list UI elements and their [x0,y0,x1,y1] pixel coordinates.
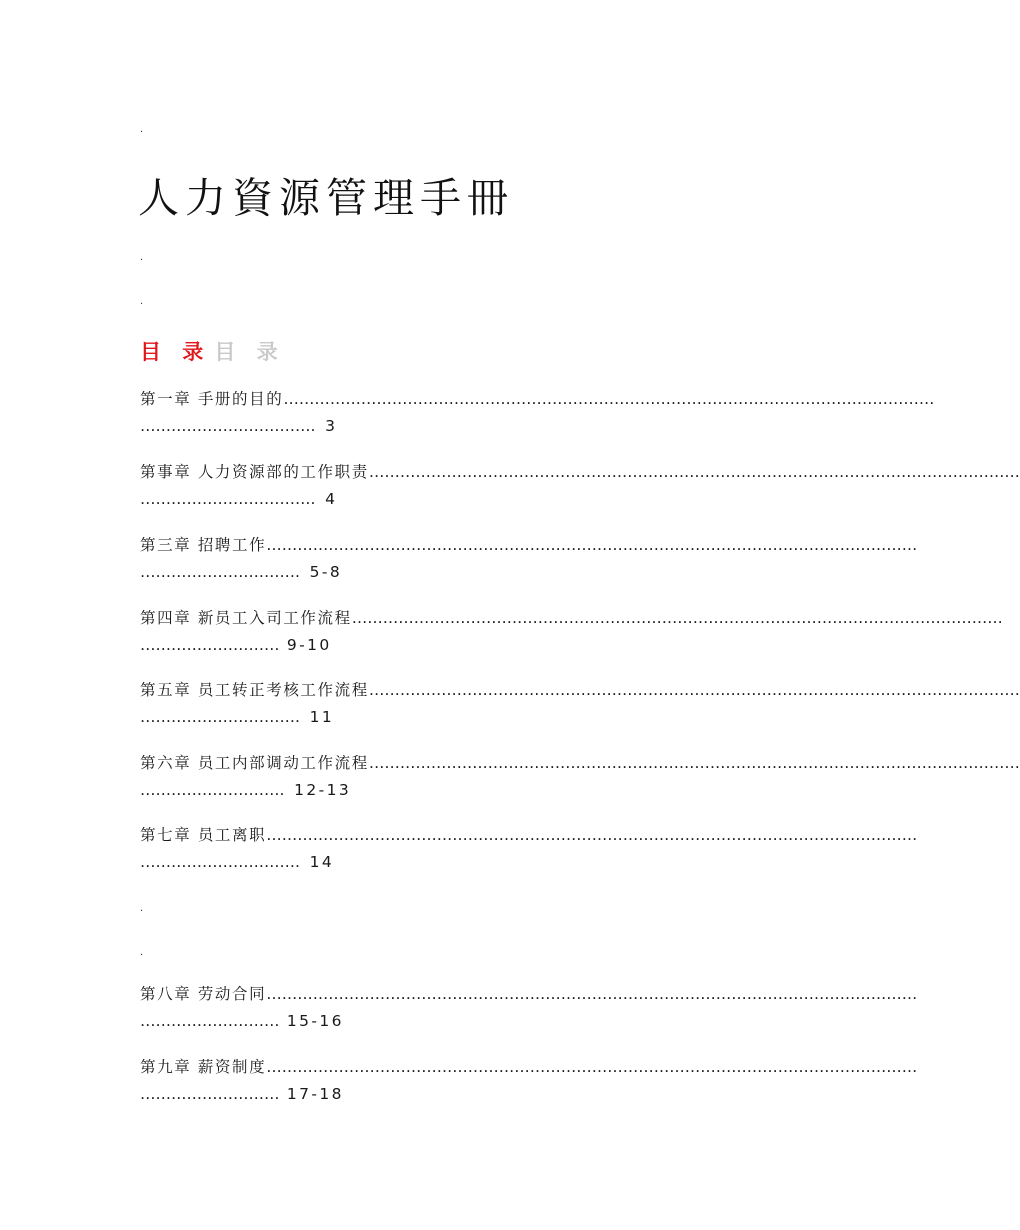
toc-entry[interactable] [140,981,918,1035]
toc-entry-label: 第六章 员工内部调动工作流程 [140,754,369,772]
toc-entry-page: . 11 [295,708,335,726]
toc-entry-label: 第三章 招聘工作 [140,536,267,554]
separator-dot: . [140,296,144,307]
dot-leader: ……………………………………………………………………………………………………………… [368,754,1020,772]
toc-entry-label: 第四章 新员工入司工作流程 [140,609,352,627]
separator-dot: . [140,124,144,135]
toc-heading [140,338,285,366]
toc-entry-page: . 3 [310,417,338,435]
dot-leader: …………………………… [140,417,311,435]
dot-leader: ……………………… [140,1085,280,1103]
toc-entry-page: 9-10 [279,636,332,654]
dot-leader: ……………………………………………………………………………………………………………… [266,1058,918,1076]
dot-leader: ………………………… [140,708,295,726]
toc-entry[interactable] [140,750,1020,804]
toc-entry-label: 第八章 劳动合同 [140,985,267,1003]
toc-entry-label: 第五章 员工转正考核工作流程 [140,681,369,699]
separator-dot: . [140,947,144,958]
toc-entry[interactable] [140,386,935,440]
dot-leader: ……………………………………………………………………………………………………………… [368,681,1020,699]
toc-entry-label: 第七章 员工离职 [140,826,267,844]
toc-entry-label: 第事章 人力资源部的工作职责 [140,463,369,481]
toc-entry-label: 第一章 手册的目的 [140,390,284,408]
dot-leader: ……………………………………………………………………………………………………………… [266,985,918,1003]
toc-entry-page: 17-18 [279,1085,344,1103]
dot-leader: ……………………………………………………………………………………………………………… [368,463,1020,481]
toc-heading-gray-duplicate: 目 录 [214,340,285,364]
dot-leader: ……………………………………………………………………………………………………………… [351,609,1003,627]
toc-entry[interactable] [140,459,1020,513]
dot-leader: ……………………………………………………………………………………………………………… [266,826,918,844]
toc-entry-page: . 5-8 [295,563,343,581]
dot-leader: ………………………… [140,853,295,871]
separator-dot: . [140,252,144,263]
dot-leader: ……………………… [140,636,280,654]
toc-heading-red: 目 录 [140,340,211,364]
dot-leader: ……………………………………………………………………………………………………………… [266,536,918,554]
toc-entry-page: . 4 [310,490,338,508]
toc-entry[interactable] [140,605,1003,659]
separator-dot: . [140,903,144,914]
toc-entry-page: 15-16 [279,1012,344,1030]
document-title: 人力資源管理手冊 [138,174,514,222]
dot-leader: ………………………… [140,563,295,581]
dot-leader: ……………………… [140,781,280,799]
dot-leader: ……………………………………………………………………………………………………………… [283,390,935,408]
toc-entry[interactable] [140,1054,918,1108]
toc-entry-page: . 12-13 [279,781,352,799]
toc-entry[interactable] [140,822,918,876]
toc-entry-label: 第九章 薪资制度 [140,1058,267,1076]
dot-leader: …………………………… [140,490,311,508]
toc-entry-page: . 14 [295,853,335,871]
toc-entry[interactable] [140,677,1020,731]
dot-leader: ……………………… [140,1012,280,1030]
toc-entry[interactable] [140,532,918,586]
